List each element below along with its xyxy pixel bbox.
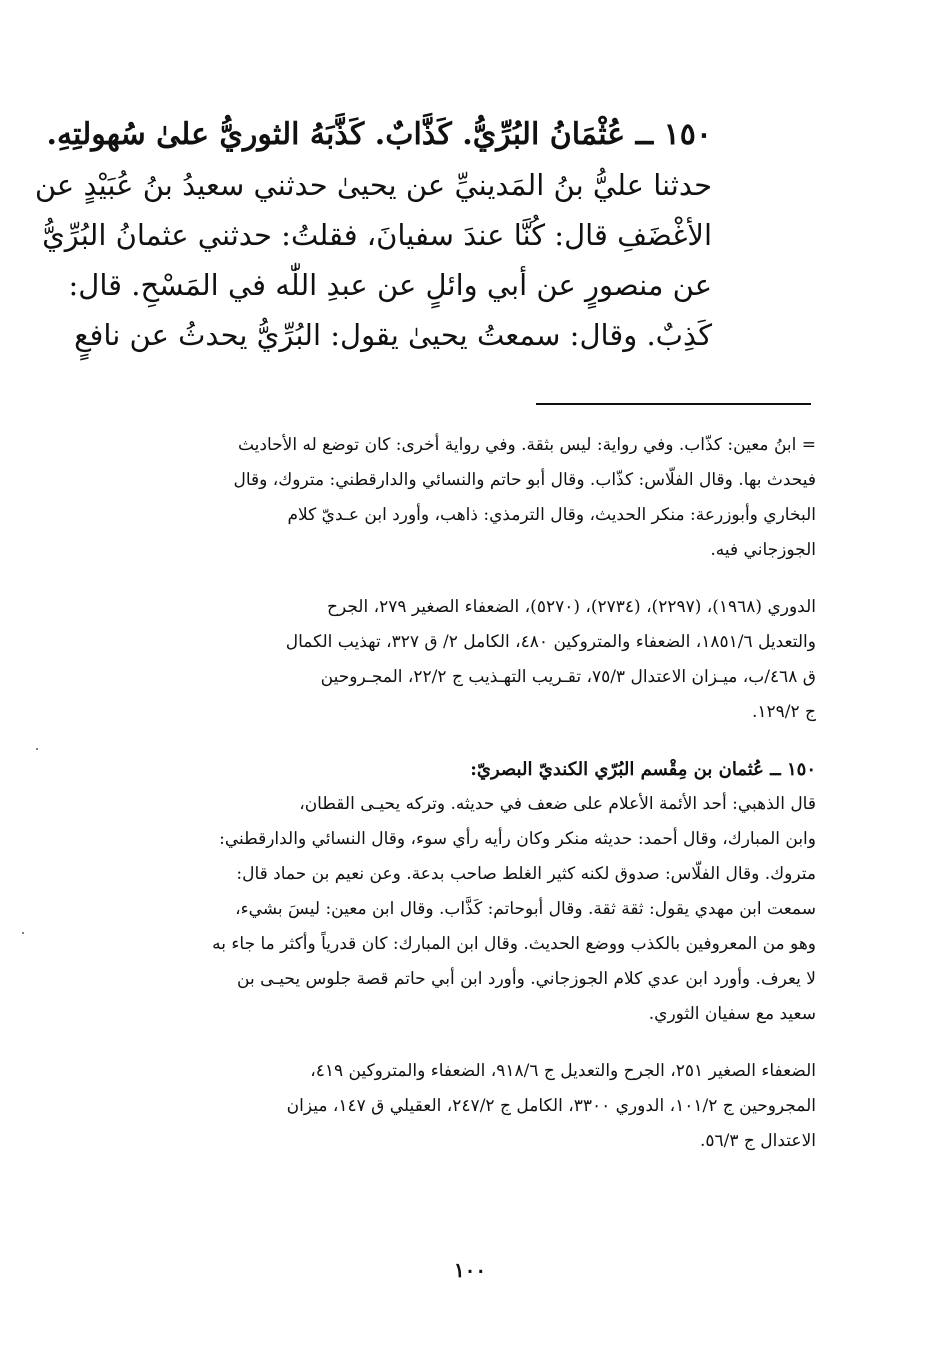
footnote-line: قال الذهبي: أحد الأئمة الأعلام على ضعف في حديثه. وتركه يحيـى القطان، bbox=[299, 794, 816, 814]
footnotes bbox=[116, 428, 816, 1181]
scan-speck bbox=[36, 748, 38, 750]
footnote-line: لا يعرف. وأورد ابن عدي كلام الجوزجاني. وأورد ابن أبي حاتم قصة جلوس يحيـى بن bbox=[237, 969, 816, 989]
entry-line: حدثنا عليُّ بنُ المَدينيِّ عن يحيىٰ حدثني سعيدُ بنُ عُبَيْدٍ عن bbox=[34, 168, 712, 202]
footnote-line: وهو من المعروفين بالكذب ووضع الحديث. وقال ابن المبارك: كان قدرياً وأكثر ما جاء به bbox=[212, 934, 816, 954]
footnote-references-2 bbox=[116, 1054, 816, 1159]
reference-line: ق ٤٦٨/ب، ميـزان الاعتدال ٧٥/٣، تقـريب التهـذيب ج ٢٢/٢، المجـروحين bbox=[320, 667, 816, 687]
entry-line: كَذِبٌ. وقال: سمعتُ يحيىٰ يقول: البُرِّيُّ يحدثُ عن نافعٍ bbox=[74, 318, 712, 352]
reference-line: الضعفاء الصغير ٢٥١، الجرح والتعديل ج ٩١٨/٦، الضعفاء والمتروكين ٤١٩، bbox=[310, 1061, 816, 1081]
reference-line: المجروحين ج ١٠١/٢، الدوري ٣٣٠٠، الكامل ج ٢٤٧/٢، العقيلي ق ١٤٧، ميزان bbox=[286, 1096, 816, 1116]
footnote-line: سعيد مع سفيان الثوري. bbox=[648, 1004, 816, 1024]
entry-line: الأغْضَفِ قال: كُنَّا عندَ سفيانَ، فقلتُ: حدثني عثمانُ البُرِّيُّ bbox=[42, 218, 712, 252]
footnote-entry-heading: ١٥٠ ــ عُثمان بن مِقْسم البُرّي الكنديّ البصريّ: bbox=[470, 759, 816, 780]
reference-line: الاعتدال ج ٥٦/٣. bbox=[699, 1131, 816, 1151]
reference-line: ج ١٢٩/٢. bbox=[751, 702, 816, 722]
entry-line: عن منصورٍ عن أبي وائلٍ عن عبدِ اللّٰه في المَسْحِ. قال: bbox=[68, 268, 712, 302]
footnote-entry bbox=[116, 752, 816, 1032]
footnote-separator bbox=[536, 403, 811, 405]
footnote-references bbox=[116, 590, 816, 730]
main-entry bbox=[34, 110, 712, 360]
footnote-line: فيحدث بها. وقال الفلّاس: كذّاب. وقال أبو حاتم والنسائي والدارقطني: متروك، وقال bbox=[233, 470, 816, 490]
footnote-line: وابن المبارك، وقال أحمد: حديثه منكر وكان رأيه رأي سوء، وقال النسائي والدارقطني: bbox=[219, 829, 816, 849]
footnote-line: البخاري وأبوزرعة: منكر الحديث، وقال الترمذي: ذاهب، وأورد ابن عـديّ كلام bbox=[287, 505, 816, 525]
page-number: ١٠٠ bbox=[453, 1258, 487, 1282]
footnote-line: متروك. وقال الفلّاس: صدوق لكنه كثير الغلط صاحب بدعة. وعن نعيم بن حماد قال: bbox=[236, 864, 816, 884]
footnote-continuation bbox=[116, 428, 816, 568]
scan-speck bbox=[22, 932, 24, 934]
footnote-line: سمعت ابن مهدي يقول: ثقة ثقة. وقال أبوحاتم: كَذَّاب. وقال ابن معين: ليسَ بشيء، bbox=[235, 899, 816, 919]
footnote-line: الجوزجاني فيه. bbox=[710, 540, 816, 560]
reference-line: الدوري (١٩٦٨)، (٢٢٩٧)، (٢٧٣٤)، (٥٢٧٠)، الضعفاء الصغير ٢٧٩، الجرح bbox=[326, 597, 816, 617]
entry-heading: ١٥٠ ــ عُثْمَانُ البُرِّيُّ. كَذَّابٌ. كَذَّبَهُ الثوريُّ علىٰ سُهولتِهِ. bbox=[46, 117, 712, 152]
reference-line: والتعديل ١٨٥١/٦، الضعفاء والمتروكين ٤٨٠، الكامل ٢/ ق ٣٢٧، تهذيب الكمال bbox=[285, 632, 816, 652]
footnote-line: = ابنُ معين: كذّاب. وفي رواية: ليس بثقة. وفي رواية أخرى: كان توضع له الأحاديث bbox=[237, 435, 816, 455]
